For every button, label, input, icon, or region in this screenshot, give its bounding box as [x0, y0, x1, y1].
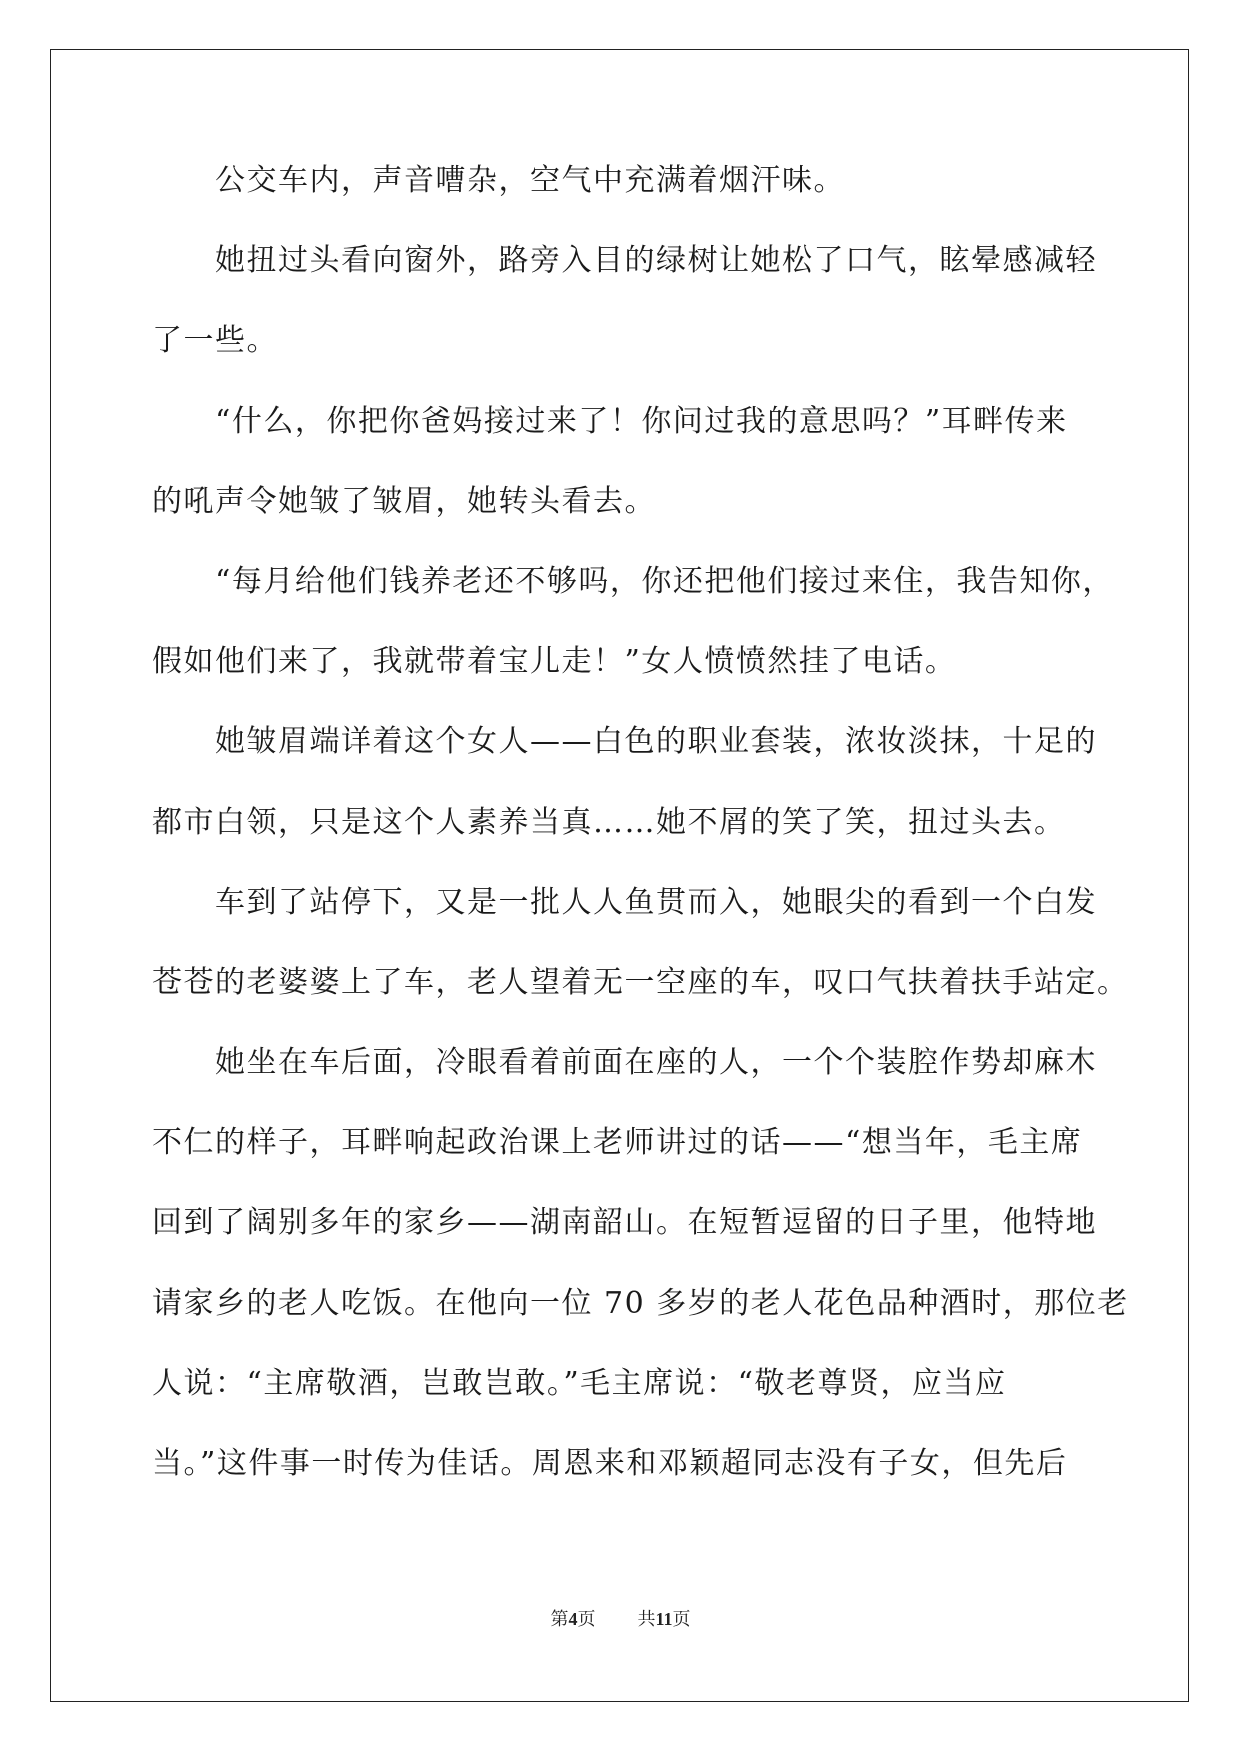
text-line: 请家乡的老人吃饭。在他向一位 70 多岁的老人花色品种酒时，那位老	[152, 1285, 1129, 1321]
text-line: 的吼声令她皱了皱眉，她转头看去。	[152, 483, 656, 519]
text-line: 人说：“主席敬酒，岂敢岂敢。”毛主席说：“敬老尊贤，应当应	[152, 1365, 1007, 1401]
total-prefix: 共	[637, 1609, 656, 1629]
text-line: 她皱眉端详着这个女人——白色的职业套装，浓妆淡抹，十足的	[215, 724, 1097, 760]
body-text	[152, 158, 1129, 1521]
page-suffix: 页	[577, 1609, 596, 1629]
text-line: 不仁的样子，耳畔响起政治课上老师讲过的话——“想当年，毛主席	[152, 1125, 1083, 1161]
text-line: 当。”这件事一时传为佳话。周恩来和邓颖超同志没有子女，但先后	[152, 1446, 1068, 1481]
text-line: 都市白领，只是这个人素养当真……她不屑的笑了笑，扭过头去。	[152, 804, 1066, 840]
text-line: 苍苍的老婆婆上了车，老人望着无一空座的车，叹口气扶着扶手站定。	[152, 964, 1129, 1000]
text-line: 她坐在车后面，冷眼看着前面在座的人，一个个装腔作势却麻木	[215, 1045, 1097, 1081]
text-line: “什么，你把你爸妈接过来了！你问过我的意思吗？”耳畔传来	[215, 403, 1068, 439]
page-current: 4	[568, 1609, 578, 1629]
text-line: 车到了站停下，又是一批人人鱼贯而入，她眼尖的看到一个白发	[215, 884, 1097, 920]
page-total: 11	[655, 1609, 673, 1629]
text-line: 公交车内，声音嘈杂，空气中充满着烟汗味。	[215, 163, 845, 198]
text-line: 回到了阔别多年的家乡——湖南韶山。在短暂逗留的日子里，他特地	[152, 1205, 1097, 1241]
page-footer	[0, 1605, 1241, 1631]
text-line: 假如他们来了，我就带着宝儿走！”女人愤愤然挂了电话。	[152, 644, 957, 680]
text-line: 她扭过头看向窗外，路旁入目的绿树让她松了口气，眩晕感减轻	[215, 243, 1097, 279]
text-line: “每月给他们钱养老还不够吗，你还把他们接过来住，我告知你，	[215, 563, 1114, 599]
text-line: 了一些。	[152, 323, 278, 359]
total-suffix: 页	[672, 1609, 691, 1629]
page-prefix: 第	[550, 1609, 569, 1629]
